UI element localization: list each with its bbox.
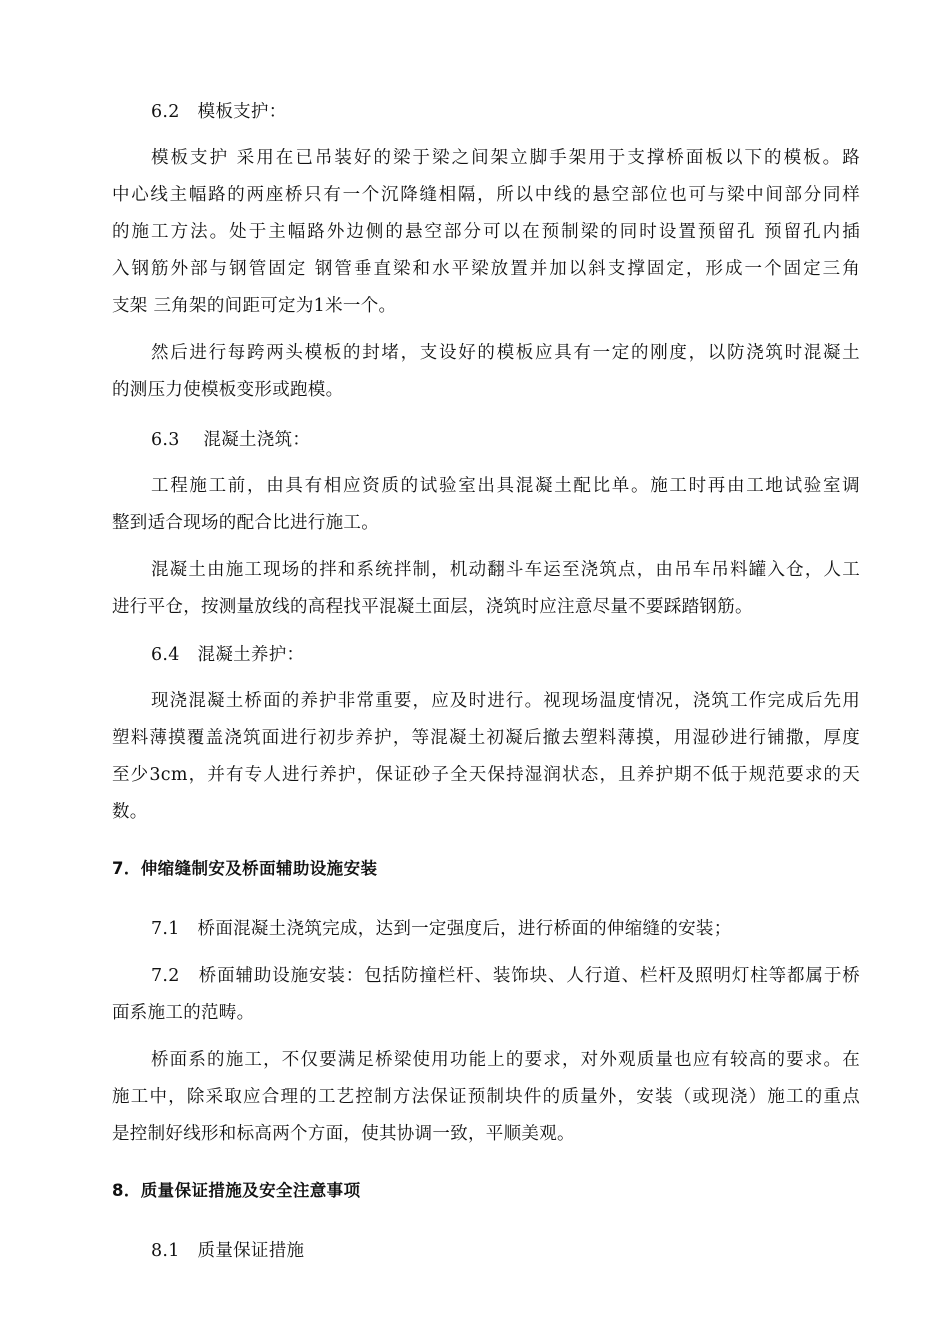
paragraph-line: 支架 三角架的间距可定为1米一个。 [112,296,397,316]
paragraph-line: 桥面系的施工，不仅要满足桥梁使用功能上的要求，对外观质量也应有较高的要求。在 [151,1050,860,1070]
paragraph-line: 然后进行每跨两头模板的封堵，支设好的模板应具有一定的刚度，以防浇筑时混凝土 [151,343,860,363]
paragraph-line: 是控制好线形和标高两个方面，使其协调一致，平顺美观。 [112,1124,575,1144]
paragraph-line: 现浇混凝土桥面的养护非常重要，应及时进行。视现场温度情况，浇筑工作完成后先用 [151,691,860,711]
chapter-heading-8: 8．质量保证措施及安全注意事项 [112,1181,361,1200]
paragraph-line: 施工中，除采取应合理的工艺控制方法保证预制块件的质量外，安装（或现浇）施工的重点 [112,1087,860,1107]
paragraph-line: 的测压力使模板变形或跑模。 [112,380,344,400]
paragraph-line: 工程施工前，由具有相应资质的试验室出具混凝土配比单。施工时再由工地试验室调 [151,476,860,496]
paragraph-line: 7.2 桥面辅助设施安装：包括防撞栏杆、装饰块、人行道、栏杆及照明灯柱等都属于桥 [151,966,860,986]
paragraph-line: 整到适合现场的配合比进行施工。 [112,513,379,533]
section-heading-8-1: 8.1 质量保证措施 [151,1241,305,1261]
section-heading-6-2: 6.2 模板支护： [151,102,287,122]
paragraph-line: 数。 [112,802,148,822]
paragraph-line: 塑料薄摸覆盖浇筑面进行初步养护，等混凝土初凝后撤去塑料薄摸，用湿砂进行铺撒，厚度 [112,728,860,748]
paragraph-line: 7.1 桥面混凝土浇筑完成，达到一定强度后，进行桥面的伸缩缝的安装； [151,919,732,939]
section-heading-6-3: 6.3 混凝土浇筑： [151,430,311,450]
paragraph-line: 进行平仓，按测量放线的高程找平混凝土面层，浇筑时应注意尽量不要踩踏钢筋。 [112,597,753,617]
paragraph-line: 中心线主幅路的两座桥只有一个沉降缝相隔，所以中线的悬空部位也可与梁中间部分同样 [112,185,860,205]
paragraph-line: 入钢筋外部与钢管固定 钢管垂直梁和水平梁放置并加以斜支撑固定，形成一个固定三角 [112,259,860,279]
paragraph-line: 模板支护 采用在已吊装好的梁于梁之间架立脚手架用于支撑桥面板以下的模板。路 [151,148,860,168]
paragraph-line: 混凝土由施工现场的拌和系统拌制，机动翻斗车运至浇筑点，由吊车吊料罐入仓，人工 [151,560,860,580]
paragraph-line: 至少3cm，并有专人进行养护，保证砂子全天保持湿润状态，且养护期不低于规范要求的天 [112,765,860,785]
section-heading-6-4: 6.4 混凝土养护： [151,645,305,665]
paragraph-line: 的施工方法。处于主幅路外边侧的悬空部分可以在预制梁的同时设置预留孔 预留孔内插 [112,222,860,242]
chapter-heading-7: 7．伸缩缝制安及桥面辅助设施安装 [112,859,378,878]
paragraph-line: 面系施工的范畴。 [112,1003,255,1023]
